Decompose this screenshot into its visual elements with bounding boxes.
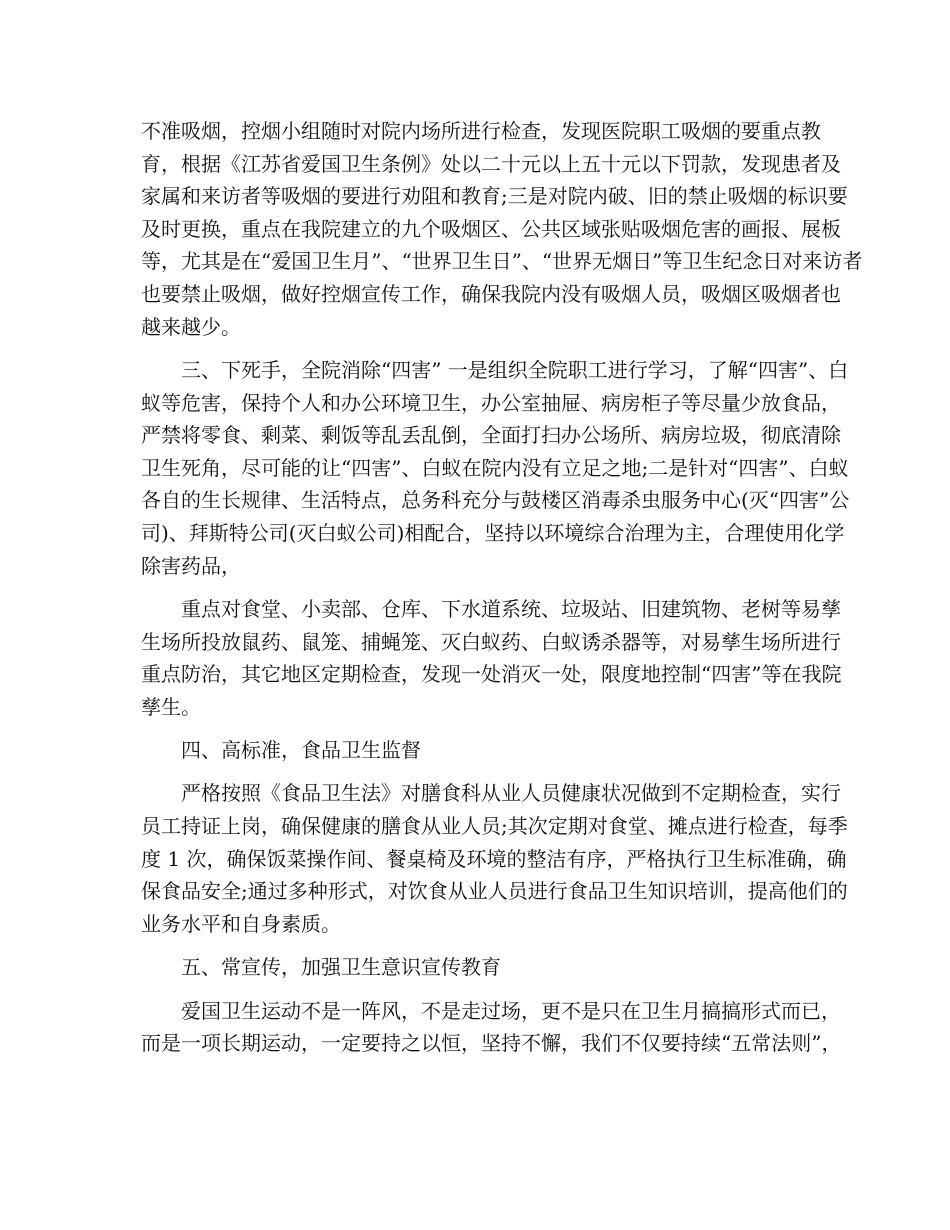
paragraph-gap [141,582,809,593]
paragraph-food-hygiene [141,777,848,940]
paragraph-section-four-heading [141,734,809,767]
paragraph-gap [141,984,809,995]
text-line: 及时更换，重点在我院建立的九个吸烟区、公共区域张贴吸烟危害的画报、展板 [141,216,841,241]
paragraph-gap [141,343,809,354]
text-line: 保食品安全;通过多种形式，对饮食从业人员进行食品卫生知识培训，提高他们的 [141,879,848,904]
text-line: 也要禁止吸烟，做好控烟宣传工作，确保我院内没有吸烟人员，吸烟区吸烟者也 [141,281,841,306]
paragraph-section-three [141,354,850,582]
text-line: 爱国卫生运动不是一阵风，不是走过场，更不是只在卫生月搞搞形式而已， [181,998,841,1023]
paragraph-gap [141,767,809,778]
text-line: 蚁等危害，保持个人和办公环境卫生，办公室抽屉、病房柜子等尽量少放食品， [141,390,841,415]
paragraph-smoking-control [141,115,863,343]
text-line: 重点对食堂、小卖部、仓库、下水道系统、垃圾站、旧建筑物、老树等易孳 [181,596,841,621]
text-line: 育，根据《江苏省爱国卫生条例》处以二十元以上五十元以下罚款，发现患者及 [141,151,841,176]
text-line: 孳生。 [141,694,201,719]
text-line: 不准吸烟，控烟小组随时对院内场所进行检查，发现医院职工吸烟的要重点教 [141,119,821,143]
text-line: 各自的生长规律、生活特点，总务科充分与鼓楼区消毒杀虫服务中心(灭“四害”公 [141,488,850,513]
section-heading-three: 三、下死手，全院消除“四害” 一是组织全院职工进行学习，了解“四害”、白 [181,357,849,382]
paragraph-section-five-heading [141,951,809,984]
paragraph-gap [141,940,809,951]
text-line: 卫生死角，尽可能的让“四害”、白蚁在院内没有立足之地;二是针对“四害”、白蚁 [141,455,849,480]
text-line: 严禁将零食、剩菜、剩饭等乱丢乱倒，全面打扫办公场所、病房垃圾，彻底清除 [141,423,841,448]
text-line: 员工持证上岗，确保健康的膳食从业人员;其次定期对食堂、摊点进行检查，每季 [141,814,848,839]
text-line: 家属和来访者等吸烟的要进行劝阻和教育;三是对院内破、旧的禁止吸烟的标识要 [141,184,848,209]
text-line: 越来越少。 [141,314,241,339]
document-body [141,115,863,1060]
text-line: 严格按照《食品卫生法》对膳食科从业人员健康状况做到不定期检查，实行 [181,781,841,806]
text-line: 而是一项长期运动，一定要持之以恒，坚持不懈，我们不仅要持续“五常法则”， [141,1031,842,1056]
section-heading-four: 四、高标准，食品卫生监督 [181,738,421,763]
text-line: 司)、拜斯特公司(灭白蚁公司)相配合，坚持以环境综合治理为主，合理使用化学 [141,520,845,545]
text-line: 等，尤其是在“爱国卫生月”、“世界卫生日”、“世界无烟日”等卫生纪念日对来访者 [141,249,863,274]
text-line: 除害药品， [141,553,241,578]
text-line: 重点防治，其它地区定期检查，发现一处消灭一处，限度地控制“四害”等在我院 [141,662,842,687]
paragraph-gap [141,723,809,734]
text-line: 生场所投放鼠药、鼠笼、捕蝇笼、灭白蚁药、白蚁诱杀器等，对易孳生场所进行 [141,629,841,654]
section-heading-five: 五、常宣传，加强卫生意识宣传教育 [181,955,501,980]
paragraph-publicity [141,995,842,1060]
paragraph-pest-control [141,593,842,723]
text-line: 业务水平和自身素质。 [141,911,341,936]
text-line: 度 1 次，确保饭菜操作间、餐桌椅及环境的整洁有序，严格执行卫生标准确，确 [141,846,847,871]
